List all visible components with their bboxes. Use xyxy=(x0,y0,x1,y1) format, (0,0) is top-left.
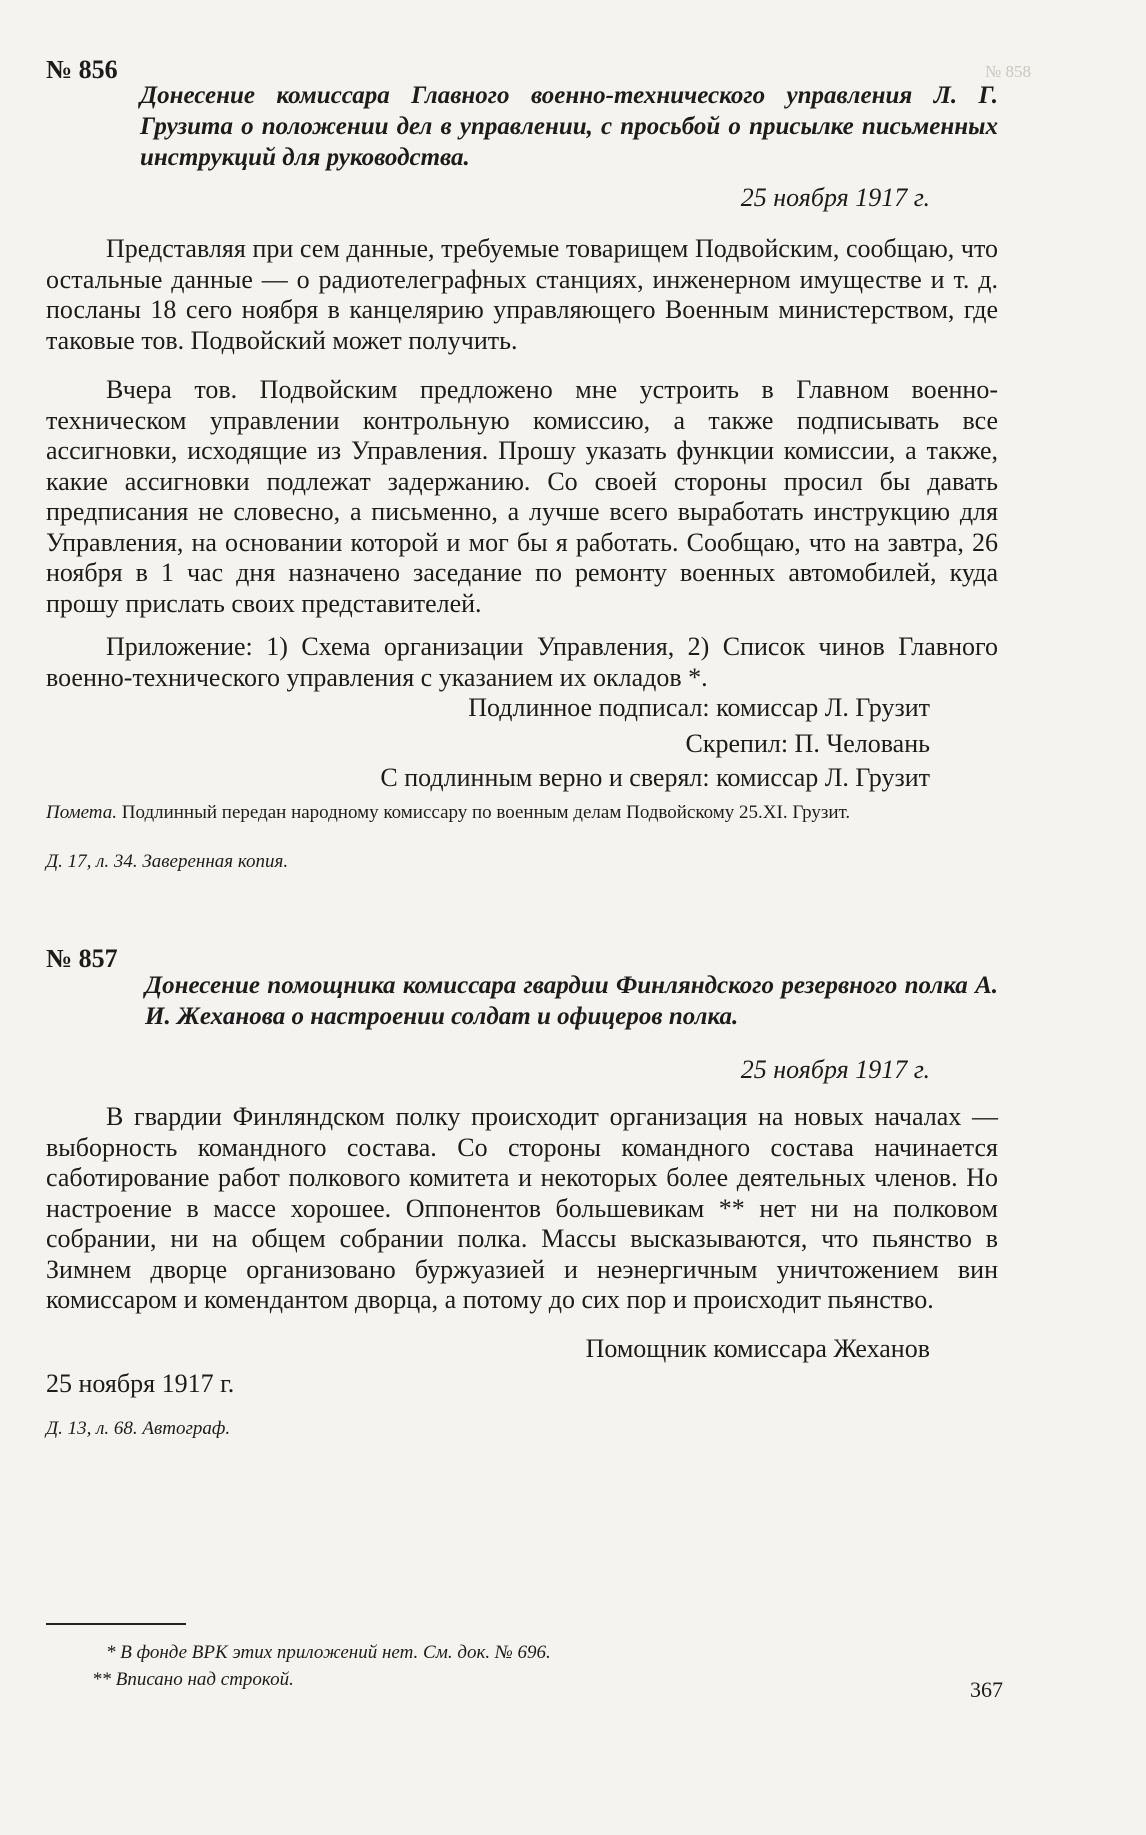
doc-857-paragraph: В гвардии Финляндском полку происходит организация на новых началах — выборность командного состава. Со стороны командного состава начинается саботирование работ полкового комитета и некоторых более деятельных членов. Но настроение в массе хорошее. Оппонентов большевикам ** нет ни на полковом собрании, ни на общем собрании полка. Массы высказываются, что пьянство в Зимнем дворце организовано буржуазией и неэнергичным уничтожением вин комиссаром и комендантом дворца, а потому до сих пор и происходит пьянство. xyxy=(46,1102,998,1314)
doc-856-paragraph-2: Вчера тов. Подвойским предложено мне устроить в Главном военно-техническом управлении контрольную комиссию, а также подписывать все ассигновки, исходящие из Управления. Прошу указать функции комиссии, а также, какие ассигновки подлежат задержанию. Со своей стороны просил бы давать предписания не словесно, а письменно, а лучше всего выработать инструкцию для Управления, на основании которой и мог бы я работать. Сообщаю, что на завтра, 26 ноября в 1 час дня назначено заседание по ремонту военных автомобилей, куда прошу прислать своих представителей. xyxy=(46,375,998,618)
doc-856-note xyxy=(46,801,998,824)
doc-857-source-text: Д. 13, л. 68. Автограф. xyxy=(46,1418,231,1439)
doc-857-heading: Донесение помощника комиссара гвардии Финляндского резервного полка А. И. Жеханова о настроении солдат и офицеров полка. xyxy=(145,972,998,1030)
doc-857-source xyxy=(46,1417,646,1440)
doc-856-signature-1: Подлинное подписал: комиссар Л. Грузит xyxy=(468,693,930,722)
doc-856-number: № 856 xyxy=(46,55,118,84)
doc-856-source-text: Д. 17, л. 34. Заверенная копия. xyxy=(46,851,289,872)
doc-857-bottom-date: 25 ноября 1917 г. xyxy=(46,1369,235,1398)
doc-856-signature-2: Скрепил: П. Человань xyxy=(685,729,930,758)
doc-856-paragraph-1: Представляя при сем данные, требуемые товарищем Подвойским, сообщаю, что остальные данные — о радиотелеграфных станциях, инженерном имуществе и т. д. посланы 18 сего ноября в канцелярию управляющего Военным министерством, где таковые тов. Подвойский может получить. xyxy=(46,234,998,355)
doc-856-source xyxy=(46,850,998,873)
footnote-divider xyxy=(46,1623,186,1625)
doc-857-signature: Помощник комиссара Жеханов xyxy=(585,1334,930,1363)
doc-856-date: 25 ноября 1917 г. xyxy=(740,183,930,212)
doc-857-number: № 857 xyxy=(46,944,118,973)
doc-856-signature-3: С подлинным верно и сверял: комиссар Л. Грузит xyxy=(380,763,930,792)
bleed-through-decoration: № 858 xyxy=(985,62,1031,81)
doc-857-date: 25 ноября 1917 г. xyxy=(740,1055,930,1084)
doc-856-paragraph-3: Приложение: 1) Схема организации Управления, 2) Список чинов Главного военно-технического управления с указанием их окладов *. xyxy=(46,632,998,692)
footnote-2: ** Вписано над строкой. xyxy=(92,1669,294,1690)
doc-856-heading: Донесение комиссара Главного военно-технического управления Л. Г. Грузита о положении дел в управлении, с просьбой о присылке письменных инструкций для руководства. xyxy=(140,82,998,171)
doc-856-note-text: Подлинный передан народному комиссару по военным делам Подвойскому 25.XI. Грузит. xyxy=(121,802,851,823)
doc-856-note-label: Помета. xyxy=(46,802,118,823)
footnote-1: * В фонде ВРК этих приложений нет. См. док. № 696. xyxy=(106,1642,551,1663)
page-number: 367 xyxy=(970,1677,1003,1702)
